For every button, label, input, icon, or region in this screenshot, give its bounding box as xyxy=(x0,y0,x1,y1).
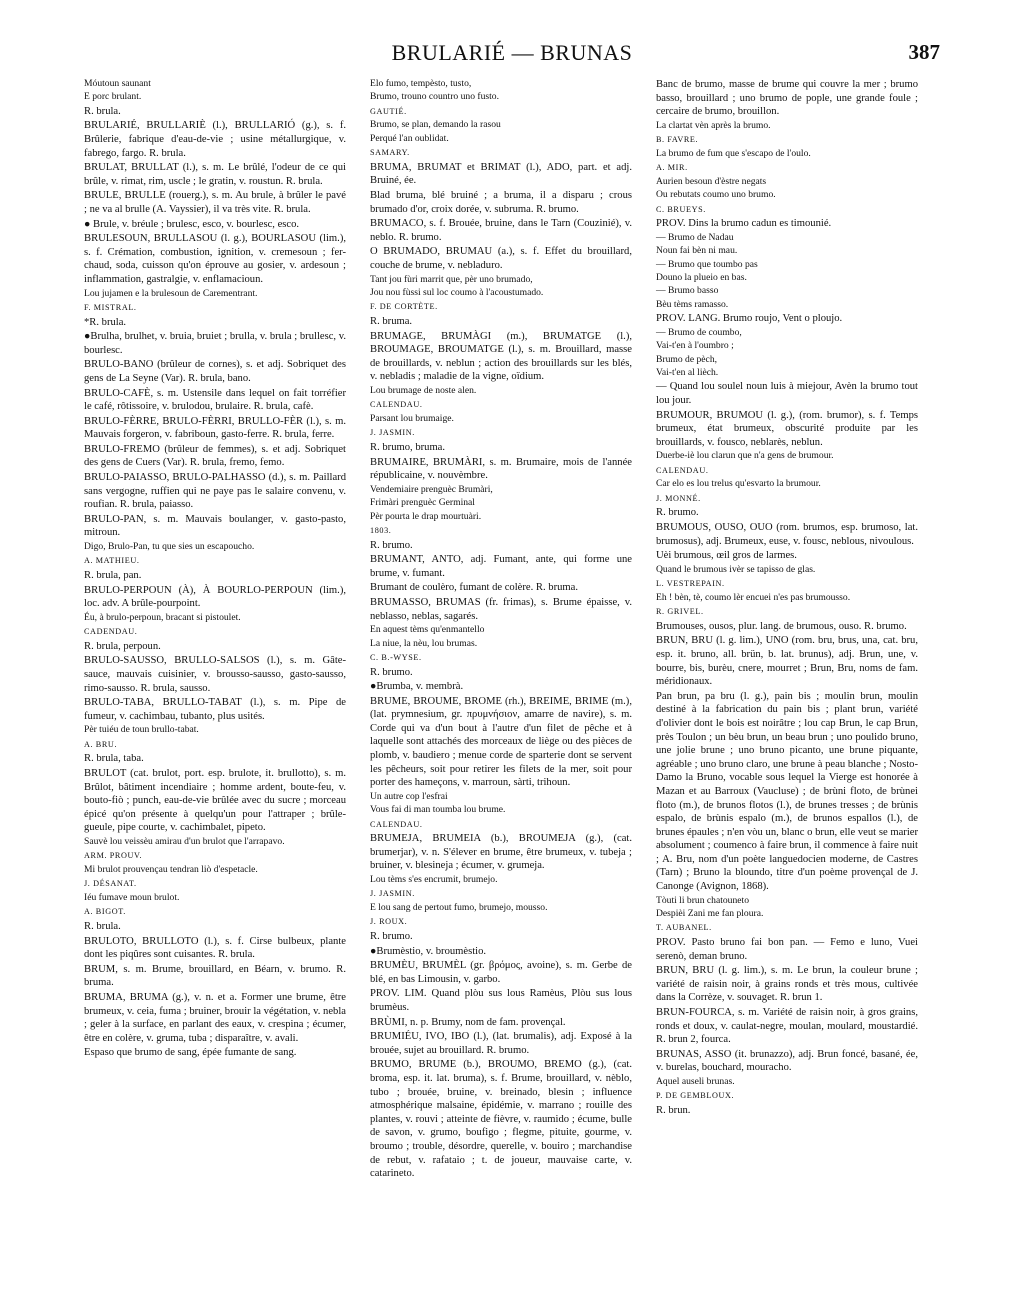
quotation-line: Jou nou fùssi sul loc coumo à l'acoustumado. xyxy=(370,286,544,298)
quotation-line: Vai-t'en à l'oumbro ; xyxy=(656,340,734,352)
citation-author: R. GRIVEL. xyxy=(656,607,704,617)
citation-author: CALENDAU. xyxy=(370,400,423,410)
quotation-line: Vai-t'en al lièch. xyxy=(656,367,719,379)
running-title: BRULARIÉ — BRUNAS xyxy=(391,40,633,65)
dictionary-entry: R. brula, pan. xyxy=(84,570,142,582)
quotation-line: Tòuti li brun chatouneto xyxy=(656,894,749,906)
quotation-line: Un autre cop l'esfrai xyxy=(370,790,448,802)
dictionary-entry: BRUMA, BRUMA (g.), v. n. et a. Former une brume, être brumeux, v. ceia, fuma ; bruiner, brouir la végétation, v. nebla ; geler à la surface, en parlant des eaux, v. crespina ; écumer, être en colère, v. gruma, tuba ; disparaître, v. avali. xyxy=(84,991,346,1044)
quotation-line: La niue, la nèu, lou brumas. xyxy=(370,637,478,649)
quotation-line: Lou tèms s'es encrumit, brumejo. xyxy=(370,874,498,886)
citation-author: A. BIGOT. xyxy=(84,907,126,917)
quotation-line: Car elo es lou trelus qu'esvarto la brumour. xyxy=(656,478,821,490)
quotation-line: Sauvè lou veissèu amirau d'un brulot que l'arrapavo. xyxy=(84,835,285,847)
dictionary-entry: BRUN, BRU (l. g. lim.), s. m. Le brun, la couleur brune ; variété de raisin noir, à grains ronds et très mous, cultivée dans la Corrèze, v. souvaget. R. brun 1. xyxy=(656,965,918,1004)
dictionary-entry: R. brumo. xyxy=(370,931,413,943)
quotation-line: Douno la plueio en bas. xyxy=(656,272,747,283)
citation-author: J. MONNÉ. xyxy=(656,493,701,503)
dictionary-entry: BRULO-TABA, BRULLO-TABAT (l.), s. m. Pipe de fumeur, v. cachimbau, tubanto, plus usités. xyxy=(84,697,346,722)
citation-author: C. B.-WYSE. xyxy=(370,652,422,662)
citation-author: J. JASMIN. xyxy=(370,428,415,438)
quotation-line: Vous fai di man toumba lou brume. xyxy=(370,804,506,816)
column-2 xyxy=(370,78,632,1182)
column-3 xyxy=(656,78,918,1119)
dictionary-entry: O BRUMADO, BRUMAU (a.), s. f. Effet du brouillard, couche de brume, v. nebladuro. xyxy=(370,246,632,271)
dictionary-entry: ●Brulha, brulhet, v. bruia, bruiet ; brulla, v. brula ; brullesc, v. bourlesc. xyxy=(84,331,346,356)
dictionary-entry: BRULO-PERPOUN (À), À BOURLO-PERPOUN (lim.), loc. adv. A brûle-pourpoint. xyxy=(84,584,346,610)
citation-author: T. AUBANEL. xyxy=(656,923,712,933)
quotation-line: La brumo de fum que s'escapo de l'oulo. xyxy=(656,147,811,159)
quotation-line: Bèu tèms ramasso. xyxy=(656,298,729,310)
quotation-line: Eh ! bèn, tè, coumo lèr encuei n'es pas brumousso. xyxy=(656,591,851,603)
quotation-line: Elo fumo, tempèsto, tusto, xyxy=(370,78,472,89)
dictionary-entry: BRUMAIRE, BRUMÀRI, s. m. Brumaire, mois de l'année républicaine, v. nouvèmbre. xyxy=(370,456,632,482)
quotation-line: Vendemiaire prenguèc Brumàri, xyxy=(370,483,493,495)
quotation-line: Ou rebutats coumo uno brumo. xyxy=(656,189,776,201)
quotation-line: Brumo, trouno countro uno fusto. xyxy=(370,91,499,103)
quotation-line: Quand le brumous ivèr se tapisso de glas. xyxy=(656,563,816,575)
dictionary-entry: BRUMAGE, BRUMÀGI (m.), BRUMATGE (l.), BROUMAGE, BROUMATGE (l.), s. m. Brouillard, masse de brouillards, v. neblun ; action des brouillards sur les blés, v. nebladis ; maladie de la vigne, oïdium. xyxy=(370,330,632,383)
dictionary-entry: BRUMASSO, BRUMAS (fr. frimas), s. Brume épaisse, v. neblasso, neblas, sagarés. xyxy=(370,596,632,622)
dictionary-entry: BRUMÈU, BRUMÈL (gr. βρόμος, avoine), s. m. Gerbe de blé, en bas Limousin, v. garbo. xyxy=(370,960,632,985)
dictionary-entry: R. brun. xyxy=(656,1105,691,1116)
dictionary-entry: BRULO-BANO (brûleur de cornes), s. et adj. Sobriquet des gens de La Seyne (Var). R. brula, bano. xyxy=(84,359,346,384)
dictionary-entry: PROV. Pasto bruno fai bon pan. — Femo e luno, Vuei serenò, deman bruno. xyxy=(656,937,918,962)
citation-author: A. BRU. xyxy=(84,739,118,749)
dictionary-entry: Espaso que brumo de sang, épée fumante de sang. xyxy=(84,1047,297,1059)
quotation-line: — Brumo basso xyxy=(656,285,719,297)
quotation-line: E porc brulant. xyxy=(84,91,142,103)
dictionary-entry: BRULAT, BRULLAT (l.), s. m. Le brûlé, l'odeur de ce qui brûle, v. rimat, rim, uscle ; le gratin, v. roustun. R. brula. xyxy=(84,162,346,187)
dictionary-entry: *R. brula. xyxy=(84,316,127,328)
dictionary-entry: Pan brun, pa bru (l. g.), pain bis ; moulin brun, moulin destiné à la fabrication du pain bis ; plant brun, variété d'olivier dont le bois est noirâtre ; lou cap Brun, le cap Brun, près Toulon ; un bèu brun, un beau brun ; uno poulido bruno, une jolie brune ; uno bruno picanto, une brune piquante, agréable ; uno bruno claro, une brune à peau blanche ; Nosto-Damo la Bruno, vocable sous lequel la Vierge est honorée à Mazan et au Barroux (Vaucluse) ; de brùni floto, de brùnei floto (m.), de brunos flotos (l.), de brunes tresses ; de brùnis espalo, de brùnis espalo (m.), de brunos espallos (l.), de brunes épaules ; n'en vòu un, blanc o brun, elle veut se marier absolument ; coumenco à faire brun, il commence à faire nuit ; A. Bru, nom d'un poète languedocien moderne, de Castres (Tarn) ; Bruno la bloundo, titre d'un poème provençal de J. Canonge (Avignon, 1868). xyxy=(656,690,918,893)
dictionary-entry: PROV. LANG. Brumo roujo, Vent o ploujo. xyxy=(656,313,843,325)
dictionary-entry: BRULOT (cat. brulot, port. esp. brulote, it. brullotto), s. m. Brûlot, bâtiment incendiaire ; homme ardent, boute-feu, v. bouto-fiò ; punch, eau-de-vie brûlée avec du sucre ; morceau épicé qu'on présente à quelqu'un pour l'attraper ; brûle-gueule, pipe courte, v. cachimbalet, pipeto. xyxy=(84,767,346,834)
citation-author: ARM. PROUV. xyxy=(84,851,143,861)
dictionary-entry: BRUMIÉU, IVO, IBO (l.), (lat. brumalis), adj. Exposé à la brouée, sujet au brouillard. R. brumo. xyxy=(370,1031,632,1056)
citation-author: CALENDAU. xyxy=(656,465,709,475)
quotation-line: La clartat vèn après la brumo. xyxy=(656,119,771,131)
dictionary-entry: BRUM, s. m. Brume, brouillard, en Béarn, v. brumo. R. bruma. xyxy=(84,963,346,989)
dictionary-entry: BRÙMI, n. p. Brumy, nom de fam. provençal. xyxy=(370,1016,566,1028)
quotation-line: Mi brulot prouvençau tendran liò d'espetacle. xyxy=(84,863,258,875)
citation-author: A. MATHIEU. xyxy=(84,556,140,566)
quotation-line: En aquest tèms qu'enmantello xyxy=(370,624,485,636)
dictionary-entry: ●Brumèstio, v. broumèstio. xyxy=(370,945,487,957)
quotation-line: Duerbe-iè lou clarun que n'a gens de brumour. xyxy=(656,450,834,462)
page-header xyxy=(84,40,940,74)
dictionary-entry: R. brula, perpoun. xyxy=(84,640,161,652)
dictionary-entry: ●Brumba, v. membrà. xyxy=(370,681,464,693)
quotation-line: Brumo de pèch, xyxy=(656,353,718,365)
dictionary-entry: Blad bruma, blé bruiné ; a bruma, il a disparu ; crous brumado d'or, croix dorée, v. subruma. R. brumo. xyxy=(370,190,632,215)
citation-author: SAMARY. xyxy=(370,148,410,158)
quotation-line: Tant jou fùri marrit que, pèr uno brumado, xyxy=(370,273,533,285)
dictionary-entry: BRULO-FREMO (brûleur de femmes), s. et adj. Sobriquet des gens de Cuers (Var). R. brula, fremo, femo. xyxy=(84,443,346,469)
dictionary-entry: R. brumo. xyxy=(656,507,699,519)
dictionary-entry: BRUMOUS, OUSO, OUO (rom. brumos, esp. brumoso, lat. brumosus), adj. Brumeux, euse, v. fousc, neblous, nivoulous. xyxy=(656,522,918,547)
citation-author: J. ROUX. xyxy=(370,917,408,927)
dictionary-entry: BRUNAS, ASSO (it. brunazzo), adj. Brun foncé, basané, ée, v. burelas, bouchard, mouracho. xyxy=(656,1048,918,1074)
dictionary-entry: — Quand lou soulel noun luis à miejour, Avèn la brumo tout lou jour. xyxy=(656,381,918,407)
dictionary-entry: R. brumo. xyxy=(370,666,413,678)
quotation-line: Perqué l'an oublidat. xyxy=(370,132,449,144)
citation-author: J. JASMIN. xyxy=(370,889,415,899)
citation-author: J. DÉSANAT. xyxy=(84,879,137,889)
dictionary-entry: Brumouses, ousos, plur. lang. de brumous, ouso. R. brumo. xyxy=(656,620,907,632)
dictionary-entry: BRULO-PAIASSO, BRULO-PALHASSO (d.), s. m. Paillard sans vergogne, ruffien qui ne paye pas le salaire convenu, v. roufian. R. brula, paiasso. xyxy=(84,472,346,511)
citation-author: F. DE CORTÈTE. xyxy=(370,302,438,312)
dictionary-entry: BRULESOUN, BRULLASOU (l. g.), BOURLASOU (lim.), s. f. Crémation, combustion, ignition, v. cremesoun ; fer-chaud, soda, cuisson qu'on éprouve au gosier, v. ardesoun ; inflammation, gastralgie, v. enflamacioun. xyxy=(84,233,346,285)
quotation-line: Aurien besoun d'èstre negats xyxy=(656,175,767,187)
dictionary-entry: Uèi brumous, œil gros de larmes. xyxy=(656,550,797,562)
dictionary-entry: BRULO-FÈRRE, BRULO-FÈRRI, BRULLO-FÈR (l.), s. m. Mauvais forgeron, v. fabriboun, gasto-ferre. R. brula, ferre. xyxy=(84,415,346,441)
dictionary-entry: R. brula. xyxy=(84,920,121,932)
citation-author: 1803. xyxy=(370,525,392,535)
quotation-line: E lou sang de pertout fumo, brumejo, mousso. xyxy=(370,902,548,914)
citation-author: P. DE GEMBLOUX. xyxy=(656,1091,735,1101)
quotation-line: — Brumo que toumbo pas xyxy=(656,258,758,270)
citation-author: CALENDAU. xyxy=(370,819,423,829)
quotation-line: Despièi Zani me fan ploura. xyxy=(656,908,764,920)
quotation-line: Éu, à brulo-perpoun, bracant si pistoulet. xyxy=(84,611,241,623)
dictionary-entry: BRULO-CAFÈ, s. m. Ustensile dans lequel on fait torréfier le café, rôtissoire, v. brulodou, brulaire. R. brula, cafè. xyxy=(84,387,346,413)
dictionary-entry: R. brula. xyxy=(84,105,121,117)
citation-author: L. VESTREPAIN. xyxy=(656,579,725,589)
quotation-line: — Brumo de Nadau xyxy=(656,231,734,243)
dictionary-entry: PROV. LIM. Quand plòu sus lous Ramèus, Plòu sus lous brumèus. xyxy=(370,988,632,1013)
dictionary-entry: Brumant de coulèro, fumant de colère. R. bruma. xyxy=(370,582,578,594)
dictionary-entry: BRUMANT, ANTO, adj. Fumant, ante, qui forme une brume, v. fumant. xyxy=(370,554,632,579)
dictionary-entry: BRULO-SAUSSO, BRULLO-SALSOS (l.), s. m. Gâte-sauce, mauvais cuisinier, v. brousso-sausso, gasto-sausso, rimo-sausso. R. brula, sausso. xyxy=(84,655,346,694)
citation-author: A. MIR. xyxy=(656,163,688,173)
dictionary-entry: R. brumo. xyxy=(370,539,413,551)
citation-author: CADENDAU. xyxy=(84,627,138,637)
quotation-line: Pèr pourta le drap mourtuàri. xyxy=(370,510,482,522)
citation-author: F. MISTRAL. xyxy=(84,302,137,312)
quotation-line: Aquel auseli brunas. xyxy=(656,1076,735,1087)
dictionary-entry: R. brumo, bruma. xyxy=(370,441,446,453)
quotation-line: Frimàri prenguèc Germinal xyxy=(370,497,475,509)
dictionary-entry: PROV. Dins la brumo cadun es timounié. xyxy=(656,218,832,230)
quotation-line: — Brumo de coumbo, xyxy=(656,326,742,338)
dictionary-entry: BRULARIÉ, BRULLARIÈ (l.), BRULLARIÓ (g.), s. f. Brûlerie, fabrique d'eau-de-vie ; usine métallurgique, v. fabrego, fargo. R. brula. xyxy=(84,120,346,159)
quotation-line: Lou jujamen e la brulesoun de Carementrant. xyxy=(84,287,258,299)
dictionary-entry: BRUMOUR, BRUMOU (l. g.), (rom. brumor), s. f. Temps brumeux, état brumeux, obscurité produite par les brouillards, v. fousco, neblarès, neblun. xyxy=(656,409,918,448)
quotation-line: Digo, Brulo-Pan, tu que sies un escapoucho. xyxy=(84,541,255,553)
dictionary-entry: BRULOTO, BRULLOTO (l.), s. f. Cirse bulbeux, plante dont les piqûres sont cuisantes. R. brula. xyxy=(84,935,346,961)
dictionary-entry: BRUMA, BRUMAT et BRIMAT (l.), ADO, part. et adj. Bruiné, ée. xyxy=(370,161,632,187)
page-number: 387 xyxy=(908,40,940,64)
dictionary-entry: BRULE, BRULLE (rouerg.), s. m. Au brule, à brûler le pavé ; ne va al brulle (A. Vayssier), il va très vite. R. brula. xyxy=(84,190,346,215)
dictionary-entry: BRUN, BRU (l. g. lim.), UNO (rom. bru, brus, una, cat. bru, esp. it. bruno, all. brün, b. lat. brunus), adj. Brun, une, v. bourre, bis, burèu, cnere, mourret ; Brun, Bru, noms de fam. méridionaux. xyxy=(656,635,918,688)
dictionary-entry: ● Brule, v. bréule ; brulesc, esco, v. bourlesc, esco. xyxy=(84,218,300,230)
citation-author: C. BRUEYS. xyxy=(656,204,706,214)
dictionary-entry: BRUMEJA, BRUMEIA (b.), BROUMEJA (g.), (cat. brumerjar), v. n. S'élever en brume, être brumeux, v. tubeja ; bruiner, v. blesineja ; écumer, v. grumeja. xyxy=(370,833,632,872)
quotation-line: Móutoun saunant xyxy=(84,78,151,89)
dictionary-entry: BRUMACO, s. f. Brouée, bruine, dans le Tarn (Couzinié), v. neblo. R. brumo. xyxy=(370,218,632,243)
citation-author: GAUTIÉ. xyxy=(370,106,407,116)
column-1 xyxy=(84,78,346,1061)
dictionary-entry: Banc de brumo, masse de brume qui couvre la mer ; brumo basso, brouillard ; uno brumo de pople, une grande foule ; cercaire de brumo, brouillon. xyxy=(656,79,918,118)
dictionary-entry: R. brula, taba. xyxy=(84,753,144,765)
quotation-line: Brumo, se plan, demando la rasou xyxy=(370,119,501,131)
quotation-line: Lou brumage de noste alen. xyxy=(370,384,477,396)
quotation-line: Iéu fumave moun brulot. xyxy=(84,891,180,903)
dictionary-entry: BRUME, BROUME, BROME (rh.), BREIME, BRIME (m.), (lat. prymnesium, gr. πρυμνήσιον, amarre de navire), s. m. Corde qui va d'un bout à l'autre d'un filet de pêche et à laquelle sont attachés des morceaux de liège ou des pièces de plomb, v. baudiero ; menue corde de sparterie dont se servent les pêcheurs, soit pour retirer les filets de la mer, soit pour porter des hameçons, v. marroun, sàrti, trihoun. xyxy=(370,695,632,789)
quotation-line: Parsant lou brumaige. xyxy=(370,412,454,424)
dictionary-entry: BRUMO, BRUME (b.), BROUMO, BREMO (g.), (cat. broma, esp. it. lat. bruma), s. f. Brume, brouillard, v. nèblo, tubo ; brouée, bruine, v. breinado, blesin ; influence atmosphérique malsaine, épidémie, v. marrano ; rouille des plantes, v. rouvi ; atteinte de fièvre, v. raumido ; écume, bulle de savon, v. grumo, boufigo ; flegme, pituite, gourme, v. broumo ; trouble, désordre, querelle, v. bouiro ; marchandise de rebut, v. rafataio ; t. de joueur, mauvaise carte, v. catarineto. xyxy=(370,1059,632,1180)
dictionary-entry: BRUN-FOURCA, s. m. Variété de raisin noir, à gros grains, ronds et doux, v. caulat-negre, moulan, moulard, moustardié. R. brun 2, fourca. xyxy=(656,1007,918,1046)
dictionary-entry: R. bruma. xyxy=(370,315,413,327)
citation-author: B. FAVRE. xyxy=(656,135,699,145)
quotation-line: Pèr tuiéu de toun brullo-tabat. xyxy=(84,724,199,736)
quotation-line: Noun fai bèn ni mau. xyxy=(656,245,738,257)
dictionary-entry: BRULO-PAN, s. m. Mauvais boulanger, v. gasto-pasto, mitroun. xyxy=(84,513,346,539)
